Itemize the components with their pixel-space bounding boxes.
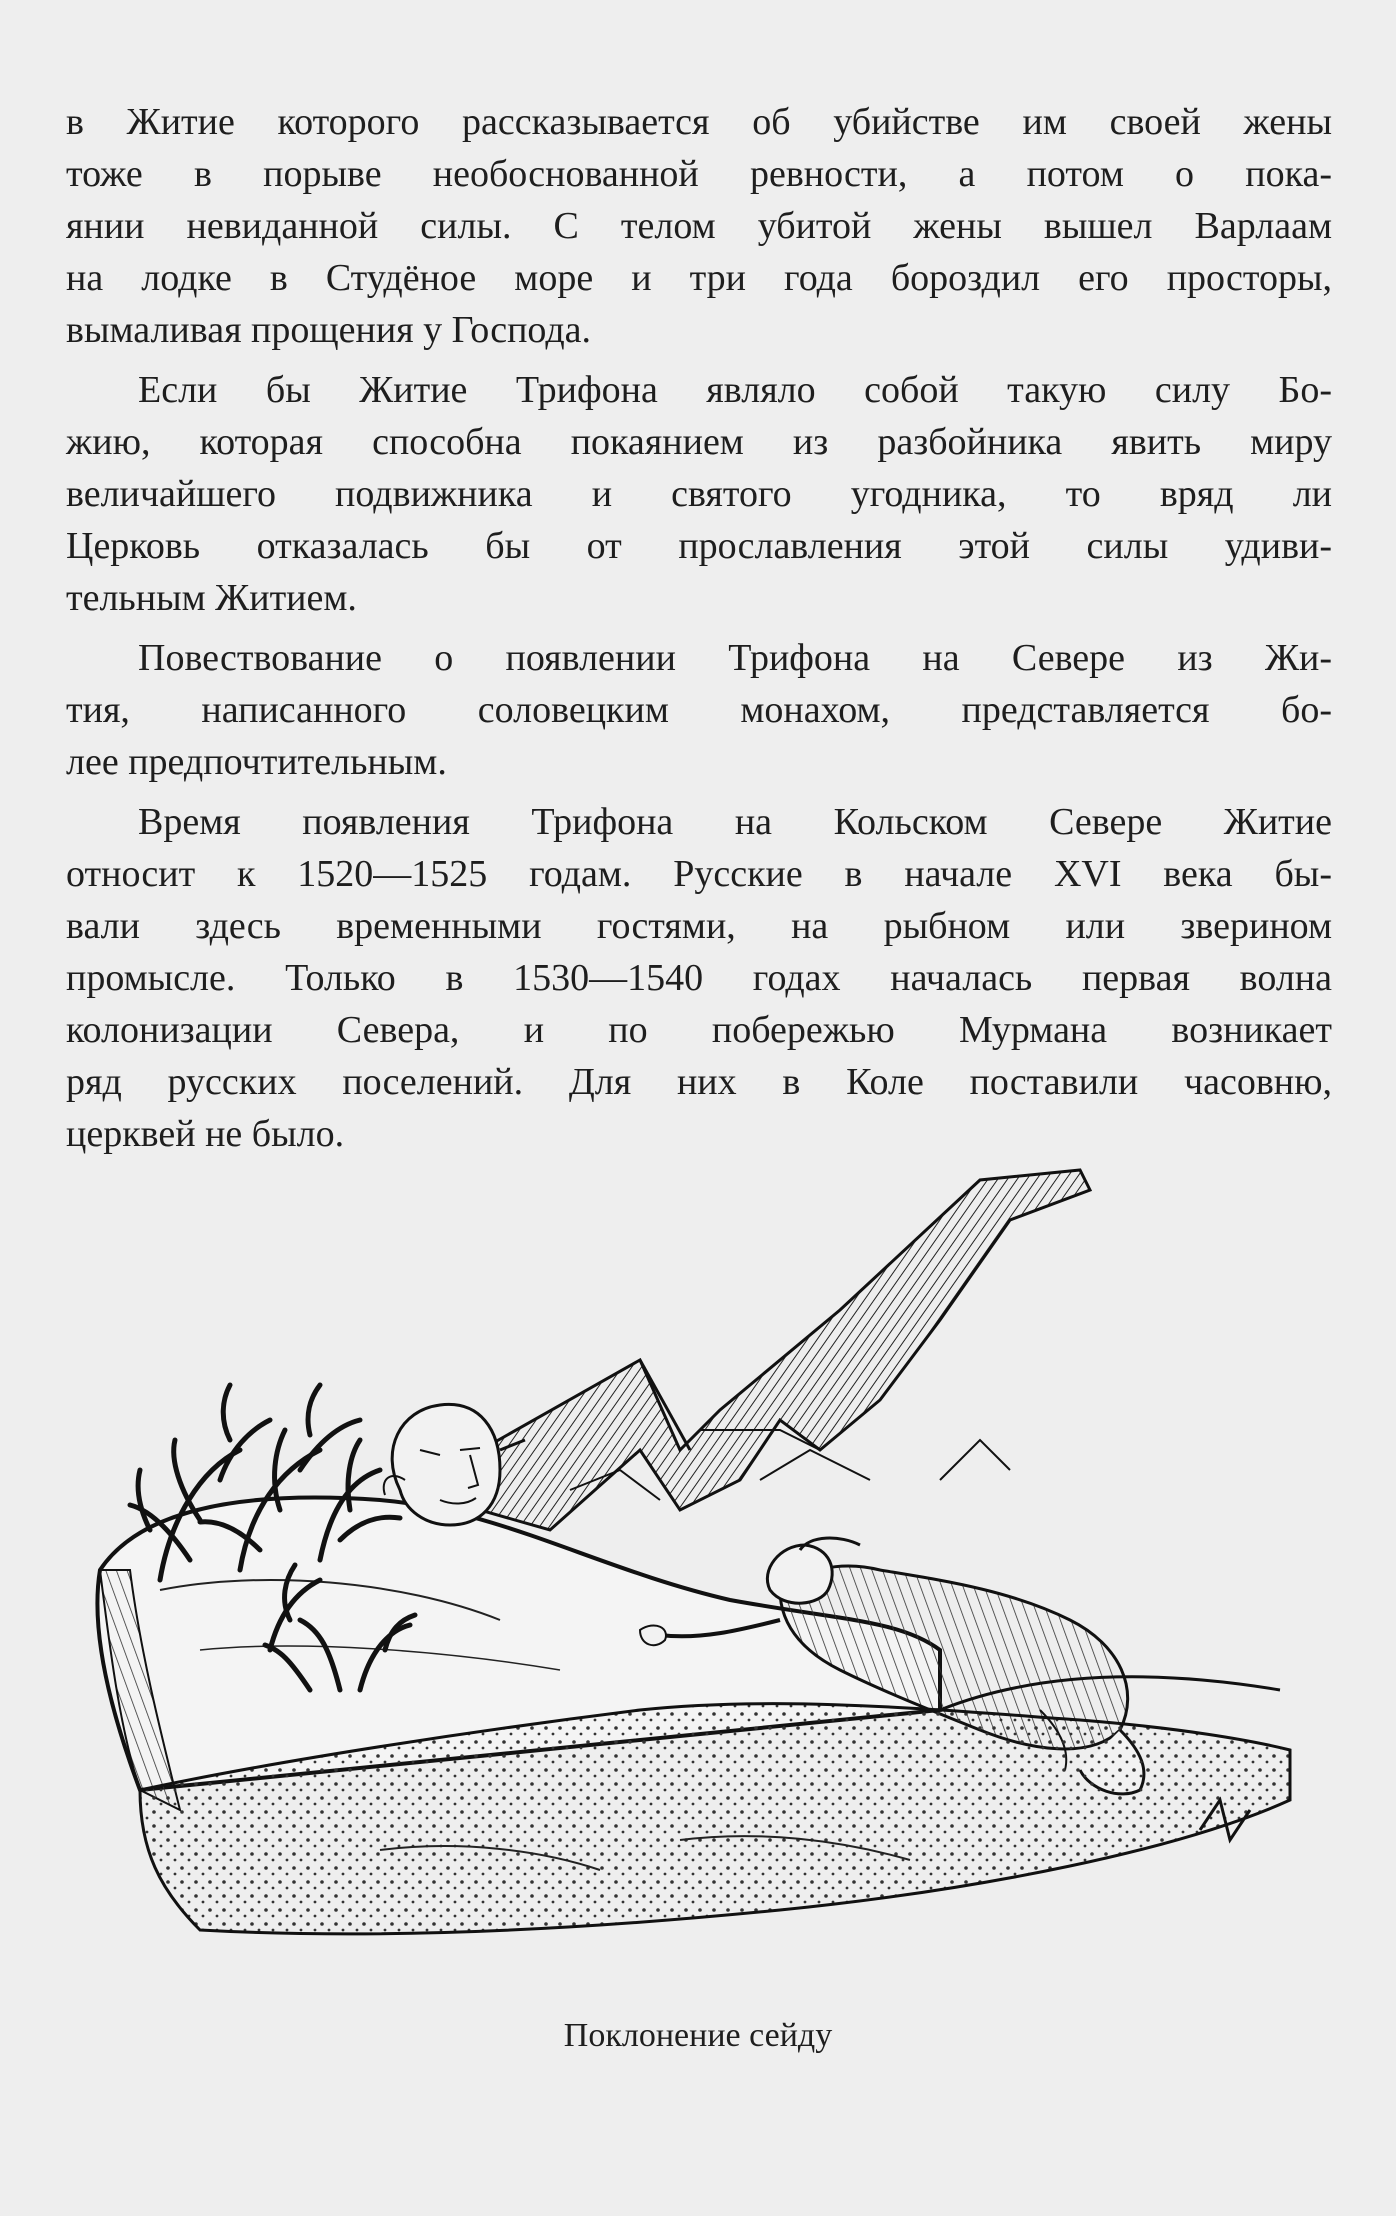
text-line: Повествование о появлении Трифона на Севере из Жи- [138,637,1332,679]
text-line: тельным Житием. [66,577,357,619]
text-line: Время появления Трифона на Кольском Севере Житие [138,801,1332,843]
mountains [410,1170,1090,1530]
text-line: в Житие которого рассказывается об убийстве им своей жены [66,101,1332,143]
text-line: янии невиданной силы. С телом убитой жены вышел Варлаам [66,205,1332,247]
text-line: церквей не было. [66,1113,345,1155]
text-line: промысле. Только в 1530—1540 годах началась первая волна [66,957,1332,999]
text-line: лее предпочтительным. [66,741,447,783]
text-line: тоже в порыве необоснованной ревности, а потом о пока- [66,153,1332,195]
figure-caption: Поклонение сейду [563,2017,833,2054]
text-line: жию, которая способна покаянием из разбойника явить миру [66,421,1332,463]
paragraph-4 [66,796,1332,1160]
text-line: относит к 1520—1525 годам. Русские в начале XVI века бы- [66,853,1332,895]
text-line: Церковь отказалась бы от прославления этой силы удиви- [66,525,1332,567]
text-line: тия, написанного соловецким монахом, представляется бо- [66,689,1332,731]
text-line: вымаливая прощения у Господа. [66,309,592,351]
woodcut-illustration [80,1150,1310,1980]
paragraph-1 [66,96,1332,356]
text-line: ряд русских поселений. Для них в Коле поставили часовню, [66,1061,1332,1103]
body-text [66,96,1332,1160]
text-line: колонизации Севера, и по побережью Мурмана возникает [66,1009,1332,1051]
paragraph-3 [66,632,1332,788]
paragraph-2 [66,364,1332,624]
text-line: на лодке в Студёное море и три года бороздил его просторы, [66,257,1332,299]
text-line: величайшего подвижника и святого угодника, то вряд ли [66,473,1332,515]
text-line: вали здесь временными гостями, на рыбном или зверином [66,905,1332,947]
text-line: Если бы Житие Трифона являло собой такую силу Бо- [138,369,1332,411]
